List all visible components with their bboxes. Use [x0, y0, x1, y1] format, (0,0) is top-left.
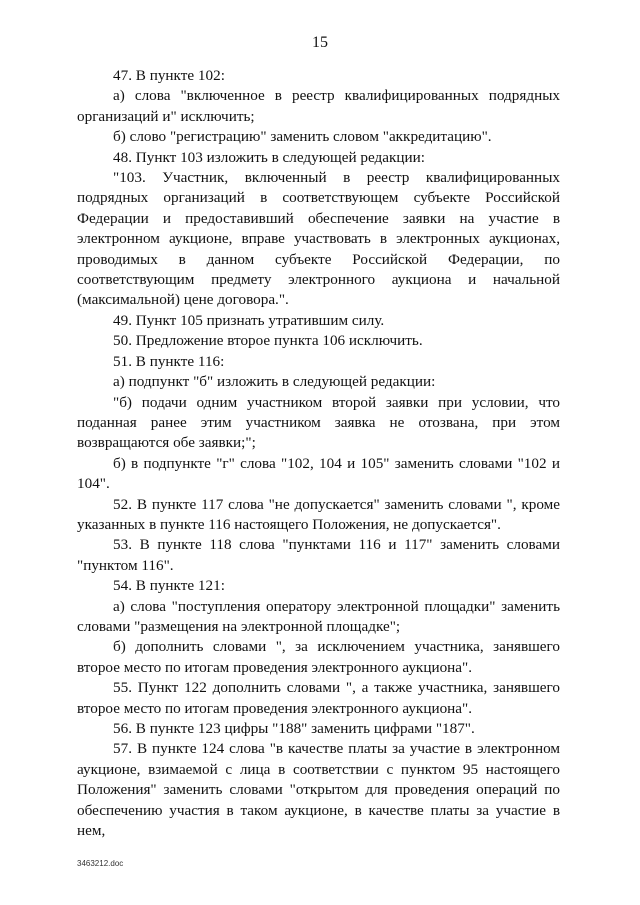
paragraph-54-a: а) слова "поступления оператору электронной площадки" заменить словами "размещения на электронной площадке"; [77, 597, 560, 635]
paragraph-47-b: б) слово "регистрацию" заменить словом "аккредитацию". [113, 128, 492, 146]
paragraph-50: 50. Предложение второе пункта 106 исключить. [113, 332, 423, 350]
paragraph-48-heading: 48. Пункт 103 изложить в следующей редакции: [113, 148, 426, 166]
paragraph-49: 49. Пункт 105 признать утратившим силу. [113, 311, 385, 329]
paragraph-55: 55. Пункт 122 дополнить словами ", а также участника, занявшего второе место по итогам проведения электронного аукциона". [77, 679, 560, 717]
paragraph-52: 52. В пункте 117 слова "не допускается" заменить словами ", кроме указанных в пункте 116 настоящего Положения, не допускается". [77, 495, 560, 533]
paragraph-54-heading: 54. В пункте 121: [113, 577, 225, 595]
paragraph-56: 56. В пункте 123 цифры "188" заменить цифрами "187". [113, 720, 475, 737]
paragraph-51-a-text: "б) подачи одним участником второй заявки при условии, что поданная ранее этим участником заявка не отозвана, при этом возвращаются обе заявки;"; [77, 393, 560, 452]
paragraph-48-text: "103. Участник, включенный в реестр квалифицированных подрядных организаций в соответствующем субъекте Российской Федерации и предоставивший обеспечение заявки на участие в электронном аукционе, вправе участвовать в электронных аукционах, проводимых в данном субъекте Российской Федерации, по соответствующим предмету электронного аукциона и начальной (максимальной) цене договора.". [77, 169, 560, 309]
footer-filename: 3463212.doc [77, 859, 124, 868]
paragraph-51-b: б) в подпункте "г" слова "102, 104 и 105" заменить словами "102 и 104". [77, 454, 560, 493]
paragraph-51-heading: 51. В пункте 116: [113, 352, 225, 370]
paragraph-53: 53. В пункте 118 слова "пунктами 116 и 117" заменить словами "пунктом 116". [77, 536, 560, 574]
paragraph-57: 57. В пункте 124 слова "в качестве платы за участие в электронном аукционе, взимаемой с лица в соответствии с пунктом 95 настоящего Положения" заменить словами "открытом для проведения операций по обеспечению участия в таком аукционе, в качестве платы за участие в нем, [77, 740, 560, 840]
paragraph-47-a: а) слова "включенное в реестр квалифицированных подрядных организаций и" исключить; [77, 87, 560, 125]
document-body [77, 66, 560, 841]
paragraph-54-b: б) дополнить словами ", за исключением участника, занявшего второе место по итогам проведения электронного аукциона". [77, 638, 560, 676]
page-number: 15 [312, 34, 328, 51]
paragraph-51-a: а) подпункт "б" изложить в следующей редакции: [113, 373, 436, 391]
paragraph-47-heading: 47. В пункте 102: [113, 67, 225, 84]
